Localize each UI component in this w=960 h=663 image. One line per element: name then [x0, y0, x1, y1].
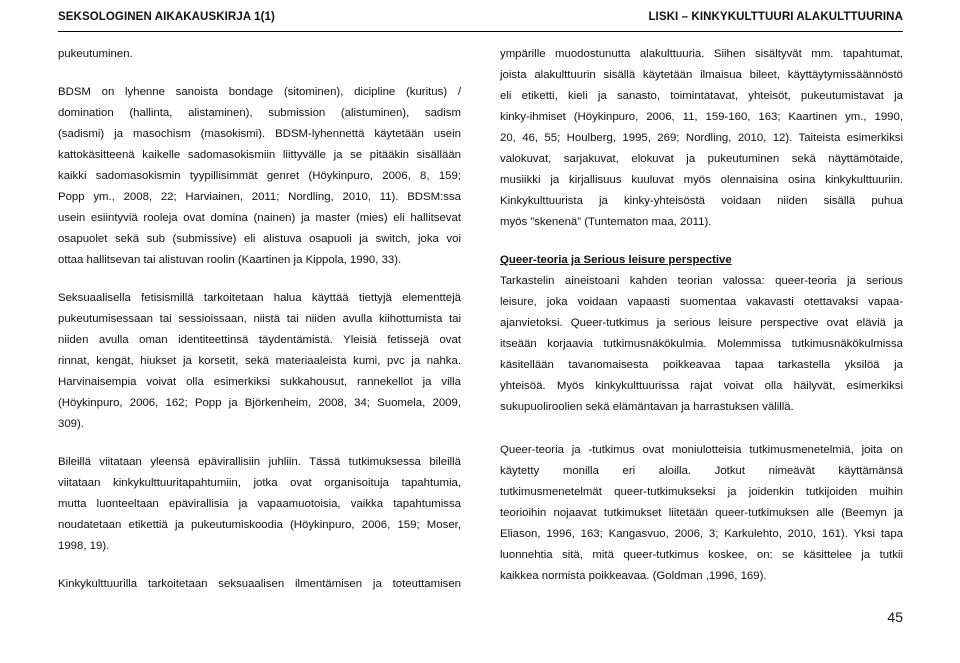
text-line: musiikki ja kirjallisuus kuuluvat myös olennaisina osina kinkykulttuuriin. [500, 174, 903, 186]
text-line: Seksuaalisella fetisismillä tarkoitetaan halua käyttää tiettyjä elementtejä [58, 292, 461, 304]
text-line: kaikki sadomasokismin tyypillisimmät genret (Höykinpuro, 2006, 8, 159; [58, 170, 461, 182]
paragraph-continuation [58, 44, 461, 65]
article-running-title: LISKI – KINKYKULTTUURI ALAKULTTUURINA [648, 11, 903, 23]
text-line: yhteisöä. Myös kinkykulttuurissa rajat voivat olla häilyvät, esimerkiksi [500, 380, 903, 392]
text-line: rinnat, kengät, hiukset ja korsetit, sekä materiaaleista kumi, pvc ja nahka. [58, 355, 461, 367]
text-line: BDSM on lyhenne sanoista bondage (sitominen), dicipline (kuritus) / [58, 86, 461, 98]
paragraph-bileet [58, 452, 461, 557]
text-line: myös ”skenenä” (Tuntematon maa, 2011). [500, 216, 712, 228]
text-line: Kinkykulttuurista ja kinky-yhteisöstä voidaan niiden sisällä puhua [500, 195, 903, 207]
text-line: Eliason, 1996, 163; Kangasvuo, 2006, 3; Karkulehto, 2010, 161). Yksi tapa [500, 528, 903, 540]
page-number: 45 [887, 609, 903, 625]
header-divider [58, 31, 903, 32]
text-line: Harvinaisempia voivat olla esimerkiksi sukkahousut, rannekellot ja villa [58, 376, 461, 388]
text-line: domination (hallinta, alistaminen), submission (alistuminen), sadism [58, 107, 461, 119]
text-line: 20, 46, 55; Houlberg, 1995, 269; Nordling, 2010, 12). Taiteista esimerkiksi [500, 132, 903, 144]
text-line: Kinkykulttuurilla tarkoitetaan seksuaalisen ilmentämisen ja toteuttamisen [58, 578, 461, 590]
text-line: ajanvietoksi. Queer-tutkimus ja serious leisure perspective ovat eläviä ja [500, 317, 903, 329]
text-line: luonnehtia sitä, mitä queer-tutkimus koskee, on: se käsittelee ja tutkii [500, 549, 903, 561]
text-line: pukeutuminen. [58, 48, 133, 60]
text-line: leisure, joka voidaan vapaasti suomentaa vakavasti otettavaksi vapaa- [500, 296, 903, 308]
text-line: tutkimusmenetelmät queer-tutkimukseksi ja joidenkin tutkijoiden muihin [500, 486, 903, 498]
text-line: sukupuoliroolien sekä elämäntavan ja harrastuksen välillä. [500, 401, 794, 413]
text-line: ottaa hallitsevan tai alistuvan roolin (Kaartinen ja Kippola, 1990, 33). [58, 254, 402, 266]
paragraph-subculture [500, 44, 903, 233]
paragraph-kinkykulttuuri [58, 574, 461, 595]
text-line: teorioihin nojaavat tutkimukset liitetään queer-tutkimuksen alle (Beemyn ja [500, 507, 903, 519]
paragraph-queer-theory [500, 440, 903, 587]
paragraph-theories [500, 271, 903, 418]
right-column [500, 44, 903, 587]
left-column [58, 44, 461, 595]
text-line: 309). [58, 418, 84, 430]
text-line: Popp ym., 2008, 22; Harviainen, 2011; Nordling, 2010, 11). BDSM:ssa [58, 191, 461, 203]
text-line: mutta luonteeltaan epävirallisia ja vapaamuotoisia, vaikka tapahtumissa [58, 498, 461, 510]
text-line: käytetty monilla eri aloilla. Jotkut nimeävät käyttämänsä [500, 465, 903, 477]
text-line: itseään korjaavia tutkimusnäkökulmia. Molemmissa tutkimusnäkökulmissa [500, 338, 903, 350]
text-line: (Höykinpuro, 2006, 162; Popp ja Björkenheim, 2008, 34; Suomela, 2009, [58, 397, 461, 409]
text-line: Bileillä viitataan yleensä epävirallisiin juhliin. Tässä tutkimuksessa bileillä [58, 456, 461, 468]
text-line: kaikkea normista poikkeavaa. (Goldman ,1996, 169). [500, 570, 767, 582]
text-line: pukeutumisessaan tai sessioissaan, niistä tai niiden avulla kiihottumista tai [58, 313, 461, 325]
text-line: niiden avulla oman identiteettinsä täydentämistä. Yleisiä fetissejä ovat [58, 334, 461, 346]
text-line: joista alakulttuurin sisällä käytetään ilmaisua bileet, käyttäytymissäännöstö [500, 69, 903, 81]
text-line: (sadismi) ja masochism (masokismi). BDSM-lyhennettä käytetään usein [58, 128, 461, 140]
text-line: kinky-ihmiset (Höykinpuro, 2006, 11, 159-160, 163; Kaartinen ym., 1990, [500, 111, 903, 123]
text-line: noudatetaan etikettiä ja pukeutumiskoodia (Höykinpuro, 2006, 159; Moser, [58, 519, 461, 531]
section-heading: Queer-teoria ja Serious leisure perspective [500, 254, 732, 266]
text-line: Tarkastelin aineistoani kahden teorian valossa: queer-teoria ja serious [500, 275, 903, 287]
text-line: ympärille muodostunutta alakulttuuria. Siihen sisältyvät mm. tapahtumat, [500, 48, 903, 60]
text-line: eli etiketti, kieli ja sanasto, toimintatavat, yhteisöt, pukeutumistavat ja [500, 90, 903, 102]
text-line: usein esiintyviä rooleja ovat domina (nainen) ja master (mies) eli hallitsevat [58, 212, 461, 224]
journal-title: SEKSOLOGINEN AIKAKAUSKIRJA 1(1) [58, 11, 275, 23]
text-line: Queer-teoria ja -tutkimus ovat moniulotteisia tutkimusmenetelmiä, joita on [500, 444, 903, 456]
text-line: valokuvat, sarjakuvat, elokuvat ja pukeutuminen sekä näyttämötaide, [500, 153, 903, 165]
text-line: 1998, 19). [58, 540, 110, 552]
paragraph-fetishism [58, 288, 461, 435]
text-line: käsitellään tavanomaisesta poikkeavaa tapaa tarkastella yksilöä ja [500, 359, 903, 371]
text-line: osapuolet sekä sub (submissive) eli alistuva osapuoli ja switch, joka voi [58, 233, 461, 245]
paragraph-bdsm-definition [58, 82, 461, 271]
text-line: kattokäsitteenä kaikelle sadomasokismiin liittyvälle ja se pitääkin sisällään [58, 149, 461, 161]
text-line: viitataan kinkykulttuuritapahtumiin, jotka ovat organisoituja tapahtumia, [58, 477, 461, 489]
